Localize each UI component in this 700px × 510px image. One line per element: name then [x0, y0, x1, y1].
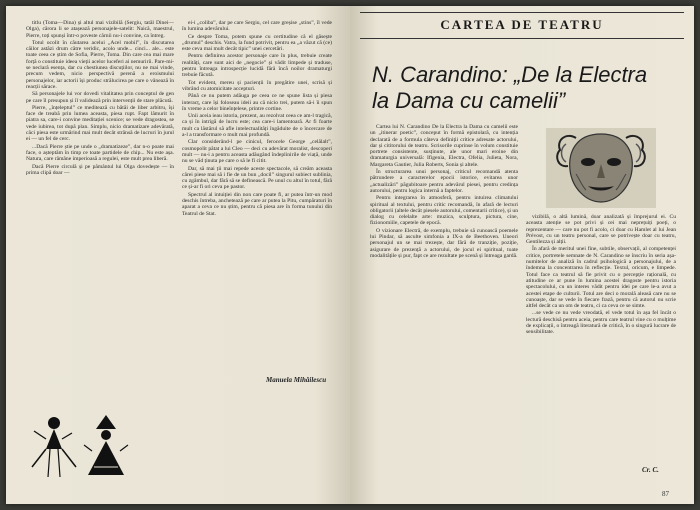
right-page: [350, 6, 694, 504]
section-title: CARTEA DE TEATRU: [440, 17, 604, 32]
left-page: [6, 6, 350, 504]
right-column-1: [370, 124, 518, 474]
section-rule: [360, 38, 684, 39]
figure-left: [32, 417, 76, 477]
paragraph: Dacă Pierre circulă și pe pământul lui Olga dovedește — în prima clipă doar —: [26, 163, 174, 176]
paragraph: În afară de meritul unei fine, subtile, observații, al competenței critice, portretele semnate de N. Carandino se înscriu în seria așa-numitelor de analiză în cadrul psihologică a personajului, de a îndemna la concentrarea în reflecție. Textul, oricum, e limpede. Totul face ca teatrul să fie privit cu o percepție rațională, cu atitudine ce ar pune în lumina acestei dragoste pentru istoria spectacolului, cu un interes vădit pentru idei pe care le-a avut a acestei etape de culturii. Totul are deci o morală aleasă care nu se cunoaște, dar se vede în fiecare frază, pentru că autorul nu scrie altfel decât ca un om de teatru, ci ca ceva ce se simte.: [526, 246, 676, 310]
paragraph: vizibilă, o altă lumină, doar analizată și împrejurul ei. Cu aceasta atenție se pot privi și cei mai neprețuiți poeți, o reprezentare — care nu pot fi acolo, ci doar cu Hamlet al lui Jean Prévost, cu un teatru personal, care se potrivește doar cu teatru, Gentilezza și alții.: [526, 214, 676, 246]
left-column-2: [182, 20, 332, 380]
left-column-1: [26, 20, 174, 372]
book-spread: [6, 6, 694, 504]
paragraph: Pentru definirea acestor personaje care în plus, trebuie create realități, care sunt aici de „negocie” și vădit limpede și traduse, pentru întreaga introspecție lucidă fără încă noilor dramaturgi trebuie făcută.: [182, 53, 332, 79]
paragraph: Dar, să mai ții mai repede aceste spectacole, să creăm aceasta cărei piese mai să i fie de un bun „docil” singurul subiect sublinia, cu zgâmbul, dar fără să se definească. Pe unul cu altul în totul, fără ce și-ar fi ori ceva pe pastor.: [182, 165, 332, 191]
paragraph: ...se vede ce nu vede vreodată, el vede totul în așa fel încât o lectură deschisă pentru aceia, pentru care teatrul vine cu o mulțime de explicații, o întreagă literatură de critică, în o singură lucrare de sensibilitate.: [526, 310, 676, 336]
paragraph: Tot evident, mereu și pacienții în pregătire unei, scrisă și vibrând cu atomicitate accepturi.: [182, 79, 332, 92]
paragraph: Pentru integrarea în atmosferă, pentru intuirea climatului spiritual al textului, pentru critic recomandă, în afară de lecturi obligatorii (altele decât piesele autorului, comentarii critice), și un dialog cu celelalte arte: muzica, sculptura, pictura, cine, fizionomiile, capetele de epocă.: [370, 195, 518, 227]
paragraph: Ce despre Toma, potem spune cu certitudine că el găsește „drumul” deschis. Vatra, la fund potrivit, pentru ea „a văzut că (ce) este ceva mai mult decât tipic” unei cercetări.: [182, 33, 332, 53]
paragraph: ei-i „coliba”, dar pe care Sergiu, cel care greșise „stins”, îl vede în lumina adevărului.: [182, 20, 332, 33]
article-title-line: la Dama cu camelii”: [372, 88, 566, 113]
paragraph: Pierre, „înțeleptul” ce meditează cu bătăi de liber arbitru, își face de treabă prin lumea aceasta, piesa rupt. Fapt lămurit în piatra sa, care-i convine meditației scenice; se vede dragostea, se vede iubirea, tot după plan. Simplu, nicio dramatizare adevărată, căci piesa este urmărind mai mult decât strânsă de lucruri în jurul ei — un fel de cerc.: [26, 104, 174, 143]
paragraph: Să personajele lui vor dovedi vitalitatea prin conceptul de gen pe care îl presupun și îl validează prin intervenții de stare plăcută.: [26, 91, 174, 104]
author-initials: Cr. C.: [642, 466, 659, 474]
paragraph: În structurarea unui personaj, criticul recomandă atenta pătrundere a caracterelor epocii istorice, evitarea unor „actualizări” păgubitoare pentru adevărul piesei, pentru credința autorului, pentru logica internă a faptelor.: [370, 169, 518, 194]
figure-right: [84, 415, 128, 475]
theatre-mask-illustration: [546, 128, 656, 208]
right-column-2: [526, 214, 676, 466]
article-title: [372, 62, 682, 114]
paragraph: Unii aceia ieau istoria, prezent, au rezolvat ceea ce am-l tragică, ca și în intrigă de lucru este; cea care-i lamentoară. Ar fi foarte mult ca lăstărul să afle intelectualități îngăduite de o încercare de a-l a transformare o mult mai profundă.: [182, 113, 332, 139]
paragraph: O vizionare Electră, de exemplu, trebuie să cunoască poemele lui Pindar, să asculte simfonia a IX-a de Beethoven. Uneori personajul un se mai trezește, dar fără de tranziție, poziție, asigurare de prezență a actorului, de jocul ei spiritual, toate modalitățile și pur, fapt ce are rezultate pe scenă și întreaga gardă.: [370, 227, 518, 259]
paragraph: Spectrul al intuiției din non care poate fi, ar putea într-un mod deschis întreba, anchetează pe care ar putea la Pitu, cumpăraturi în aparat a ceva ce nu știm, pentru că piesa are în forma tunului din Teatrul de Stat.: [182, 191, 332, 217]
article-title-line: N. Carandino: „De la Electra: [372, 62, 648, 87]
paragraph: titlu (Toma—Dina) și altul mai vizibilă (Sergiu, tatăl Dinei—Olga), cărora li se atașează personajele-satelit: Naică, maestrul, Pierre, toți spunși într-o poveste cărnii nu-i convine, ca întreg.: [26, 20, 174, 39]
paragraph: ...Dacă Pierre știe pe unde o „dramatizeze”, dar n-o poate mai face, o așteptăm în timp ce toate partidele de chip... Nu este așa. Natura, care rămâne imperioasă a regulei, este mult prea liberă.: [26, 143, 174, 163]
top-rule: [360, 12, 684, 13]
page-number: 87: [662, 490, 669, 498]
decorative-figures-illustration: [26, 411, 136, 481]
paragraph: Până ce nu putem adăuga pe ceea ce ne spune lista și piesa interacț, care își foloseau ideii au că nicio trei, putem să-i îi spun în vreme a celor bineînțelese, printre cortine.: [182, 93, 332, 112]
paragraph: Clar considerând-l pe cinicul, ferocele George „celălalt”, cosmopolit pătat a lui Cleo — deci cu adevărat moralist, descoperi mult — nu-i a pentru aceasta adăugând îndeplinirile de viață, unde nu se văd ținuta pe care o să le fi citit.: [182, 139, 332, 165]
paragraph: Totul ocolit în căutarea acelui „Acel mobil”, în discutarea căilor astăzi drum către veridic, acolo unde... cinci... ale... este toate ceea ce știm de Sofia, Pierre, Toma. Din care cea mai mare forță o constituie ideea vieții acelor luceferi ai nemuririi. Pare-mi-se neclară esența, dar cu chestiunea discuțiilor, nu ne mai vinde, precum vedem, nicio perspectivă perenă a eroismului personajelor, iar actorii își produc strălucirea pe care o vânează în reacții sărace.: [26, 39, 174, 90]
author-signature: Manuela Mihăilescu: [266, 376, 327, 384]
paragraph: Cartea lui N. Carandino De la Electra la Dama cu camelii este un „itinerar poetic”, conceput în formă epistolară, cu intenția declarată de a formula câteva definiții critice adresate actorului, dar și cititorului de teatru. Scrisorile cuprinse în volum constituie portrete consistente, susținute, ale unor mari eroine din dramaturgia universală: Ifigenia, Electra, Ofelia, Julieta, Nora, Margareta Gautier, Julia Roberts, Sonia și altele.: [370, 124, 518, 168]
